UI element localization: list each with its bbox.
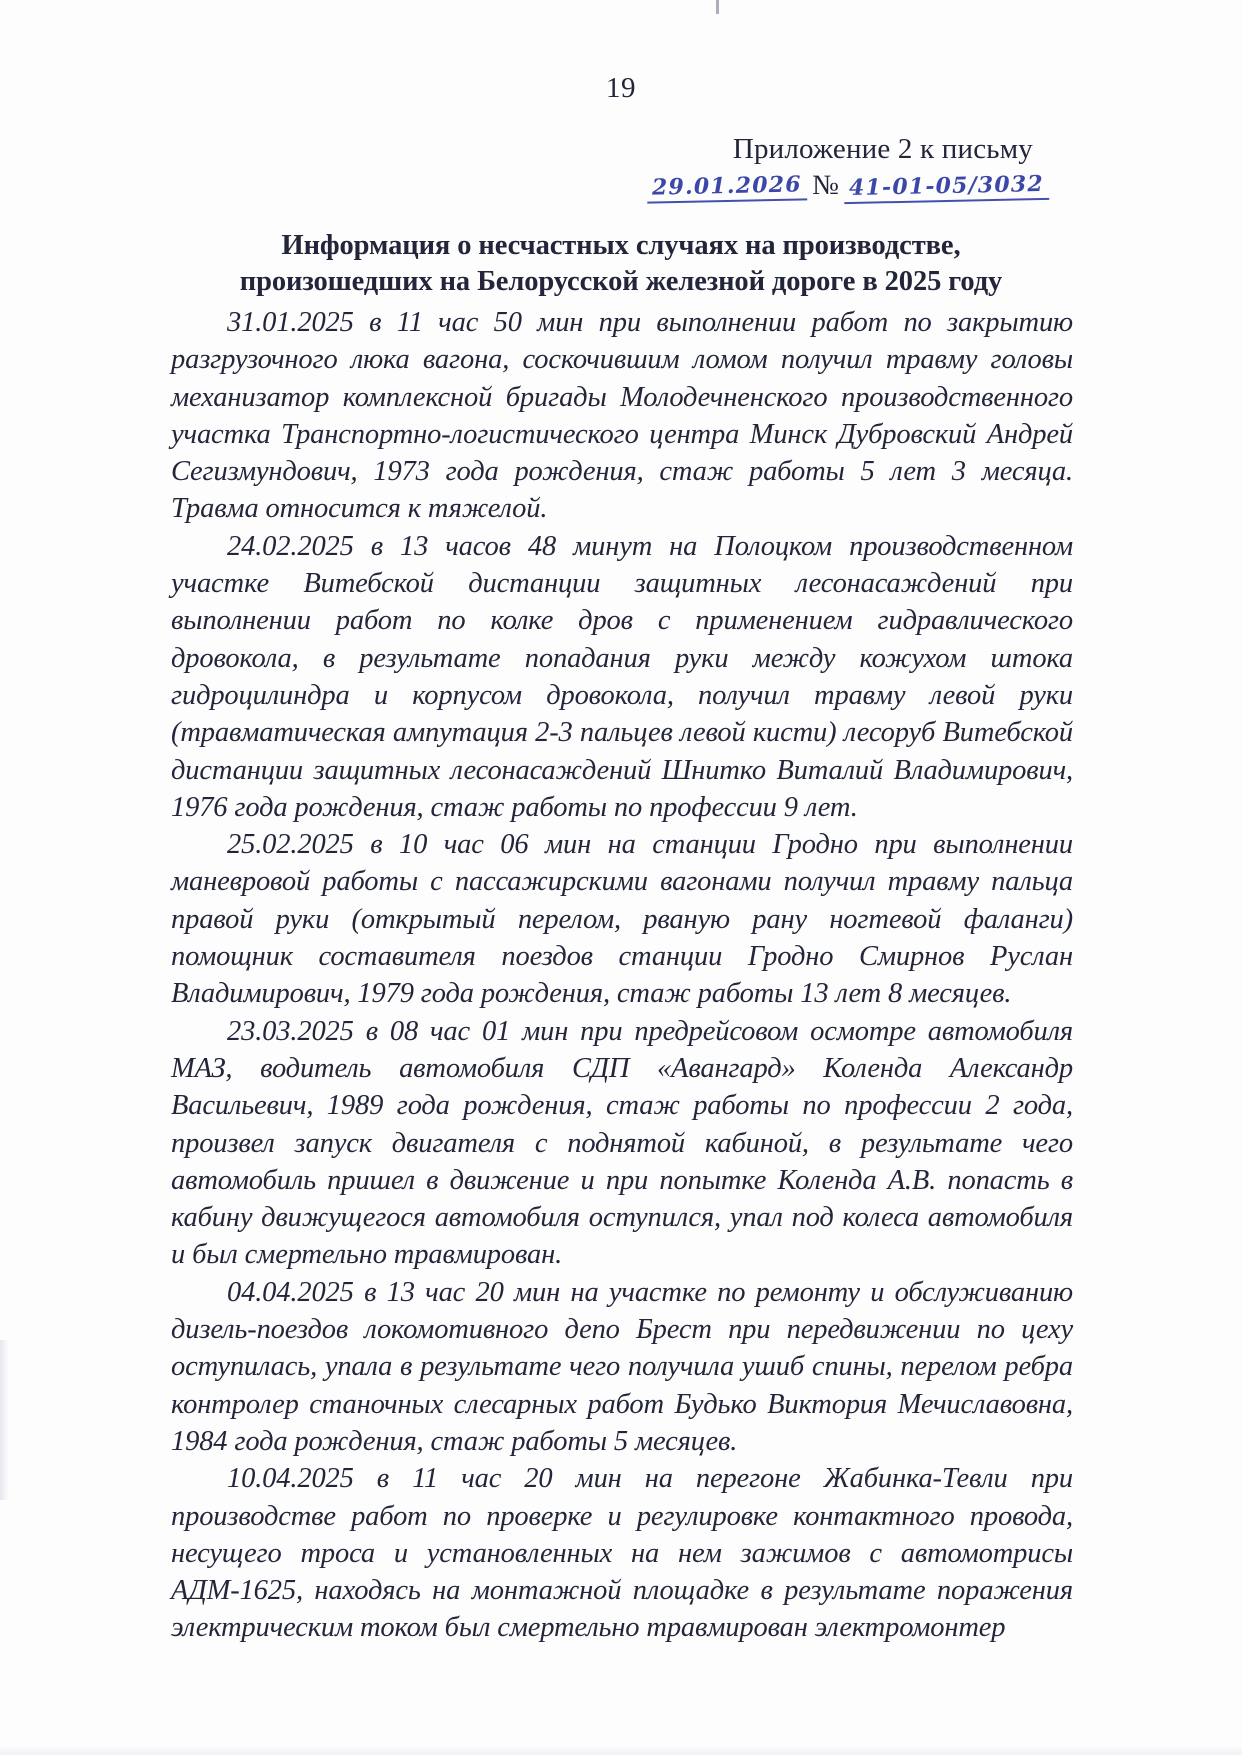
page-title xyxy=(171,228,1071,300)
accident-paragraph: 10.04.2025 в 11 час 20 мин на перегоне Жабинка-Тевли при производстве работ по проверке и регулировке контактного провода, несущего троса и установленных на нем зажимов с автомотрисы АДМ-1625, находясь на монтажной площадке в результате поражения электрическим током был смертельно травмирован электромонтер xyxy=(171,1463,1073,1644)
accident-paragraph: 04.04.2025 в 13 час 20 мин на участке по ремонту и обслуживанию дизель-поездов локомотивного депо Брест при передвижении по цеху оступилась, упала в результате чего получила ушиб спины, перелом ребра контролер станочных слесарных работ Будько Виктория Мечиславовна, 1984 года рождения, стаж работы 5 месяцев. xyxy=(171,1276,1073,1457)
number-symbol: № xyxy=(812,170,840,201)
letter-reference-header xyxy=(171,133,1071,202)
page-title-line-2: произошедших на Белорусской железной дороге в 2025 году xyxy=(239,266,1003,297)
page-title-line-1: Информация о несчастных случаях на производстве, xyxy=(281,230,961,261)
handwritten-number-field: 41-01-05/3032 xyxy=(844,173,1050,204)
accident-paragraph: 24.02.2025 в 13 часов 48 минут на Полоцком производственном участке Витебской дистанции защитных лесонасаждений при выполнении работ по колке дров с применением гидравлического дровокола, в результате попадания руки между кожухом штока гидроцилиндра и корпусом дровокола, получил травму левой руки (травматическая ампутация 2-3 пальцев левой кисти) лесоруб Витебской дистанции защитных лесонасаждений Шнитко Виталий Владимирович, 1976 года рождения, стаж работы по профессии 9 лет. xyxy=(171,530,1073,823)
accident-paragraph: 25.02.2025 в 10 час 06 мин на станции Гродно при выполнении маневровой работы с пассажирскими вагонами получил травму пальца правой руки (открытый перелом, рваную рану ногтевой фаланги) помощник составителя поездов станции Гродно Смирнов Руслан Владимирович, 1979 года рождения, стаж работы 13 лет 8 месяцев. xyxy=(171,829,1073,1010)
accident-paragraph: 23.03.2025 в 08 час 01 мин при предрейсовом осмотре автомобиля МАЗ, водитель автомобиля СДП «Авангард» Коленда Александр Васильевич, 1989 года рождения, стаж работы по профессии 2 года, произвел запуск двигателя с поднятой кабиной, в результате чего автомобиль пришел в движение и при попытке Коленда А.В. попасть в кабину движущегося автомобиля оступился, упал под колеса автомобиля и был смертельно травмирован. xyxy=(171,1015,1073,1271)
page-number: 19 xyxy=(606,72,636,104)
reference-fields-row xyxy=(171,171,1071,202)
scan-artifact-top-mark xyxy=(716,0,719,14)
scan-artifact-left-edge xyxy=(0,1340,9,1500)
scan-artifact-bottom-edge xyxy=(0,1745,1242,1755)
accident-paragraph: 31.01.2025 в 11 час 50 мин при выполнении работ по закрытию разгрузочного люка вагона, соскочившим ломом получил травму головы механизатор комплексной бригады Молодечненского производственного участка Транспортно-логистического центра Минск Дубровский Андрей Сегизмундович, 1973 года рождения, стаж работы 5 лет 3 месяца. Травма относится к тяжелой. xyxy=(171,307,1073,525)
document-body xyxy=(171,304,1073,1647)
handwritten-date-field: 29.01.2026 xyxy=(646,174,806,204)
appendix-label: Приложение 2 к письму xyxy=(732,133,1033,165)
